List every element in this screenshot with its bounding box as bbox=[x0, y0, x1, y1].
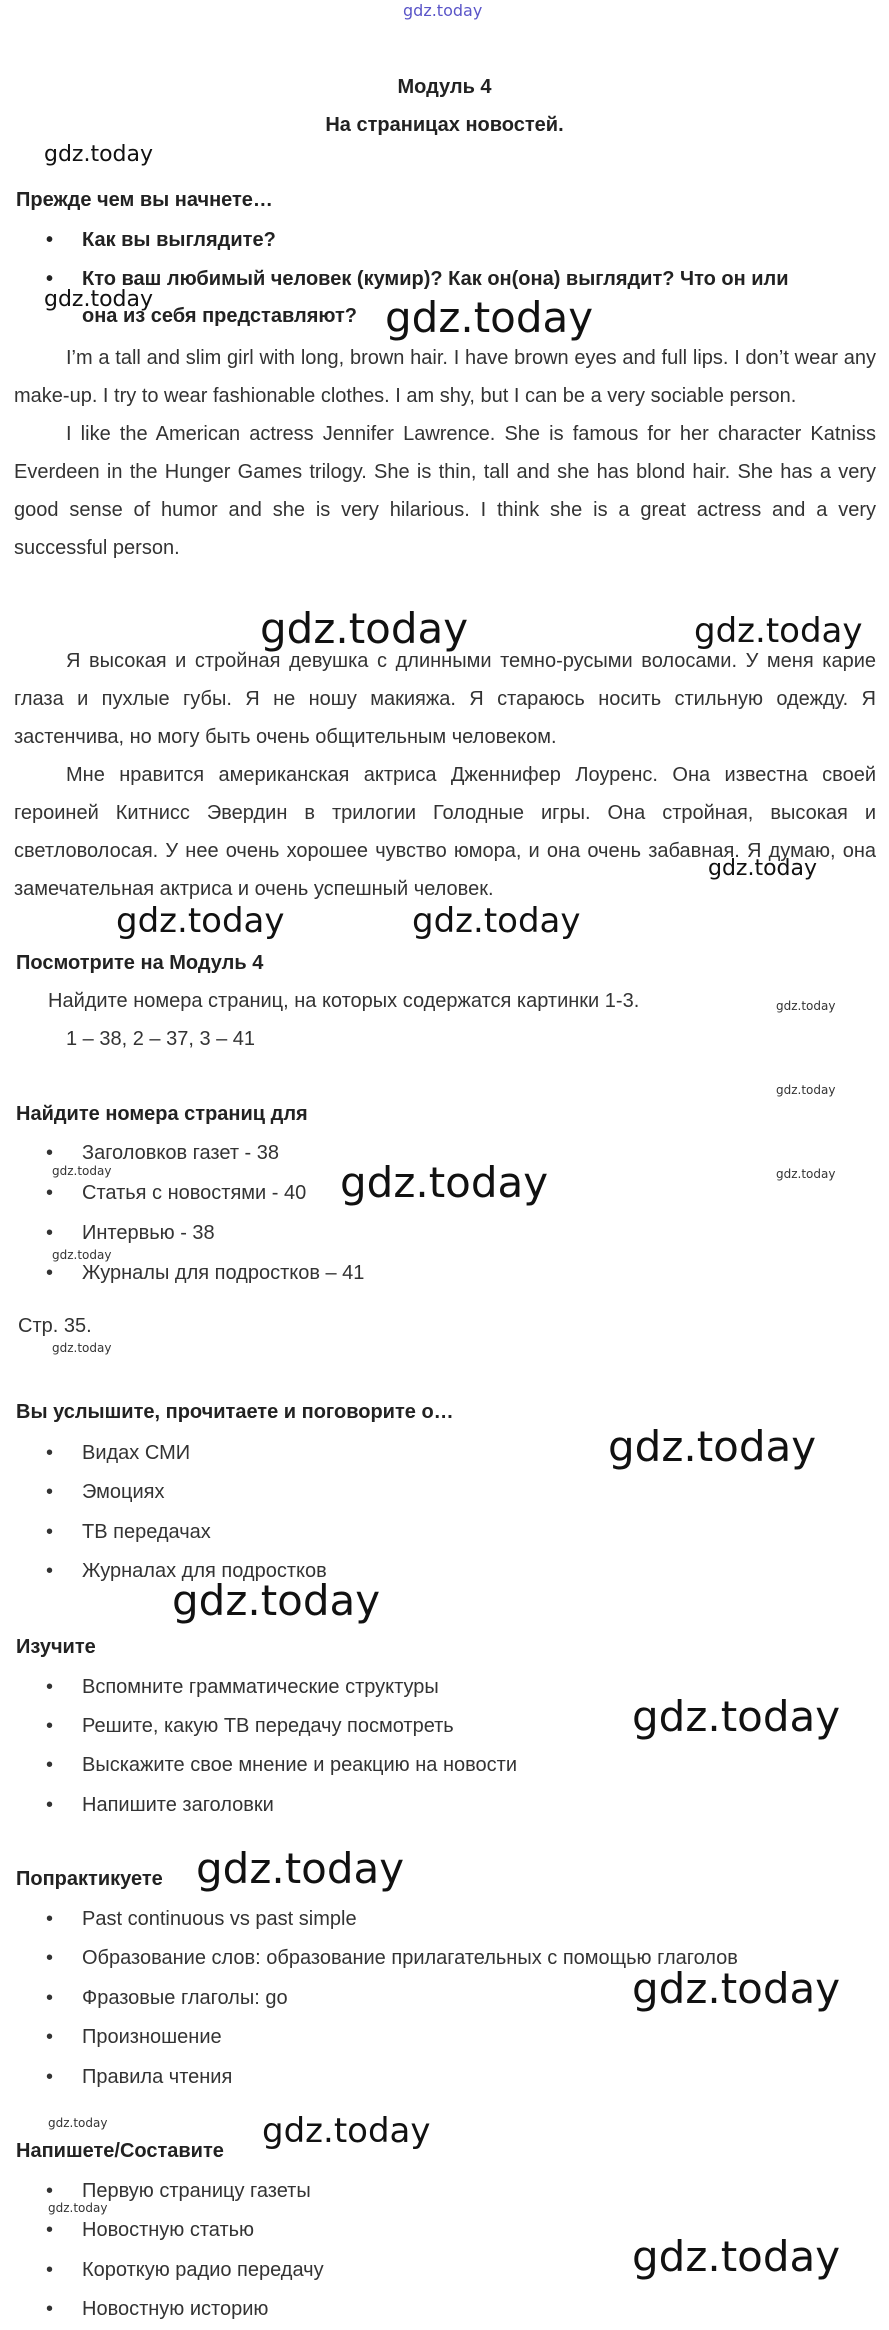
watermark-top: gdz.today bbox=[403, 1, 483, 20]
russian-paragraph-2: Мне нравится американская актриса Дженнифер Лоуренс. Она известна своей героиней Китнисс Эвердин в трилогии Голодные игры. Она стройная, высокая и светловолосая. У нее очень хорошее чувство юмора, и она очень забавная. Я думаю, она замечательная актриса и очень успешный человек. bbox=[14, 764, 876, 900]
find-pages-heading: Найдите номера страниц для bbox=[16, 1103, 308, 1125]
russian-paragraph-1: Я высокая и стройная девушка с длинными темно-русыми волосами. У меня карие глаза и пухлые губы. Я не ношу макияжа. Я стараюсь носить стильную одежду. Я застенчива, но могу быть очень общительным человеком. bbox=[14, 650, 876, 748]
watermark: gdz.today bbox=[44, 287, 154, 312]
watermark: gdz.today bbox=[340, 1158, 549, 1207]
practice-heading: Попрактикуете bbox=[16, 1868, 163, 1890]
look-module-answer: 1 – 38, 2 – 37, 3 – 41 bbox=[66, 1028, 256, 1050]
watermark: gdz.today bbox=[48, 2201, 108, 2215]
english-text bbox=[14, 339, 876, 567]
hear-read-heading: Вы услышите, прочитаете и поговорите о… bbox=[16, 1401, 454, 1423]
watermark: gdz.today bbox=[412, 901, 581, 941]
look-module-heading: Посмотрите на Модуль 4 bbox=[16, 952, 264, 974]
watermark: gdz.today bbox=[776, 1167, 836, 1181]
before-start-heading: Прежде чем вы начнете… bbox=[16, 189, 273, 211]
watermark: gdz.today bbox=[116, 901, 285, 941]
watermark: gdz.today bbox=[48, 2116, 108, 2130]
watermark: gdz.today bbox=[708, 856, 818, 881]
module-subtitle: На страницах новостей. bbox=[325, 114, 564, 136]
watermark: gdz.today bbox=[632, 1692, 841, 1741]
watermark: gdz.today bbox=[632, 2232, 841, 2281]
watermark: gdz.today bbox=[52, 1164, 112, 1178]
watermark: gdz.today bbox=[52, 1248, 112, 1262]
watermark: gdz.today bbox=[260, 604, 469, 653]
watermark: gdz.today bbox=[632, 1964, 841, 2013]
question-2-cont: она из себя представляют? bbox=[82, 305, 357, 327]
watermark: gdz.today bbox=[196, 1844, 405, 1893]
english-paragraph-2: I like the American actress Jennifer Lawrence. She is famous for her character Katniss Everdeen in the Hunger Games trilogy. She is thin, tall and she has blond hair. She has a very good sense of humor and she is very hilarious. I think she is a great actress and a very successful person. bbox=[14, 423, 876, 559]
look-module-task: Найдите номера страниц, на которых содержатся картинки 1-3. bbox=[48, 990, 640, 1012]
watermark: gdz.today bbox=[172, 1576, 381, 1625]
watermark: gdz.today bbox=[262, 2111, 431, 2151]
learn-heading: Изучите bbox=[16, 1636, 96, 1658]
watermark: gdz.today bbox=[44, 142, 154, 167]
watermark: gdz.today bbox=[385, 293, 594, 342]
watermark: gdz.today bbox=[776, 999, 836, 1013]
watermark: gdz.today bbox=[694, 611, 863, 651]
module-title: Модуль 4 bbox=[397, 76, 492, 98]
english-paragraph-1: I’m a tall and slim girl with long, brown hair. I have brown eyes and full lips. I don’t wear any make-up. I try to wear fashionable clothes. I am shy, but I can be a very sociable person. bbox=[14, 347, 876, 407]
watermark: gdz.today bbox=[52, 1341, 112, 1355]
write-heading: Напишете/Составите bbox=[16, 2140, 224, 2162]
watermark: gdz.today bbox=[608, 1422, 817, 1471]
watermark: gdz.today bbox=[776, 1083, 836, 1097]
page-reference: Стр. 35. bbox=[18, 1315, 92, 1337]
